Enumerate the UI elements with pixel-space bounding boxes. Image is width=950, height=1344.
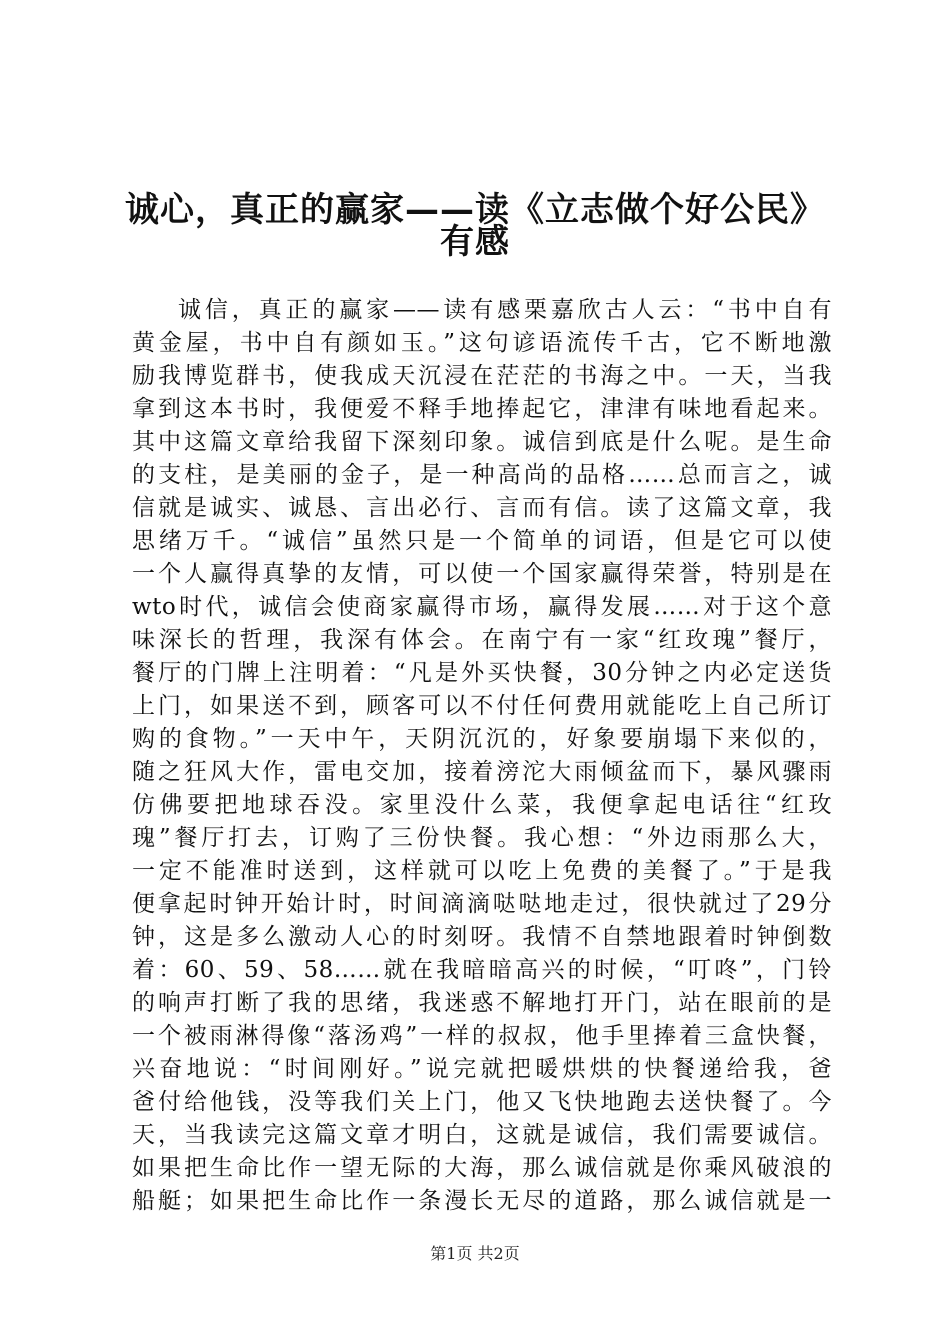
body-line: 黄金屋，书中自有颜如玉。”这句谚语流传千古，它不断地激 (132, 330, 832, 356)
body-line: 如果把生命比作一望无际的大海，那么诚信就是你乘风破浪的 (132, 1155, 832, 1181)
body-line: 餐厅的门牌上注明着：“凡是外买快餐，30分钟之内必定送货 (132, 660, 832, 686)
body-line: 其中这篇文章给我留下深刻印象。诚信到底是什么呢。是生命 (132, 429, 832, 455)
body-line: 的支柱，是美丽的金子，是一种高尚的品格……总而言之，诚 (132, 462, 832, 488)
body-line: 一个被雨淋得像“落汤鸡”一样的叔叔，他手里捧着三盒快餐， (132, 1023, 832, 1049)
body-line: 拿到这本书时，我便爱不释手地捧起它，津津有味地看起来。 (132, 396, 832, 422)
body-line: wto时代，诚信会使商家赢得市场，赢得发展……对于这个意 (132, 594, 832, 620)
body-line: 便拿起时钟开始计时，时间滴滴哒哒地走过，很快就过了29分 (132, 891, 832, 917)
body-line: 上门，如果送不到，顾客可以不付任何费用就能吃上自己所订 (132, 693, 832, 719)
body-line: 天，当我读完这篇文章才明白，这就是诚信，我们需要诚信。 (132, 1122, 832, 1148)
body-line: 购的食物。”一天中午，天阴沉沉的，好象要崩塌下来似的， (132, 726, 832, 752)
body-line: 励我博览群书，使我成天沉浸在茫茫的书海之中。一天，当我 (132, 363, 832, 389)
body-line: 一定不能准时送到，这样就可以吃上免费的美餐了。”于是我 (132, 858, 832, 884)
page-footer: 第1页 共2页 (430, 1244, 520, 1263)
document-body (132, 294, 832, 1218)
body-line: 信就是诚实、诚恳、言出必行、言而有信。读了这篇文章，我 (132, 495, 832, 521)
body-line: 着：60、59、58……就在我暗暗高兴的时候，“叮咚”，门铃 (132, 957, 832, 983)
body-line: 味深长的哲理，我深有体会。在南宁有一家“红玫瑰”餐厅， (132, 627, 832, 653)
document-title-line-2: 有感 (440, 222, 510, 262)
body-line: 的响声打断了我的思绪，我迷惑不解地打开门，站在眼前的是 (132, 990, 832, 1016)
body-line: 爸付给他钱，没等我们关上门，他又飞快地跑去送快餐了。今 (132, 1089, 832, 1115)
body-line: 钟，这是多么激动人心的时刻呀。我情不自禁地跟着时钟倒数 (132, 924, 832, 950)
body-line: 诚信，真正的赢家——读有感栗嘉欣古人云：“书中自有 (178, 297, 832, 323)
body-line: 瑰”餐厅打去，订购了三份快餐。我心想：“外边雨那么大， (132, 825, 832, 851)
document-title-line-1: 诚心，真正的赢家——读《立志做个好公民》 (125, 190, 825, 230)
body-line: 船艇；如果把生命比作一条漫长无尽的道路，那么诚信就是一 (132, 1188, 832, 1214)
body-line: 一个人赢得真挚的友情，可以使一个国家赢得荣誉，特别是在 (132, 561, 832, 587)
body-line: 随之狂风大作，雷电交加，接着滂沱大雨倾盆而下，暴风骤雨 (132, 759, 832, 785)
body-line: 仿佛要把地球吞没。家里没什么菜，我便拿起电话往“红玫 (132, 792, 832, 818)
body-line: 兴奋地说：“时间刚好。”说完就把暖烘烘的快餐递给我，爸 (132, 1056, 832, 1082)
body-line: 思绪万千。“诚信”虽然只是一个简单的词语，但是它可以使 (132, 528, 832, 554)
